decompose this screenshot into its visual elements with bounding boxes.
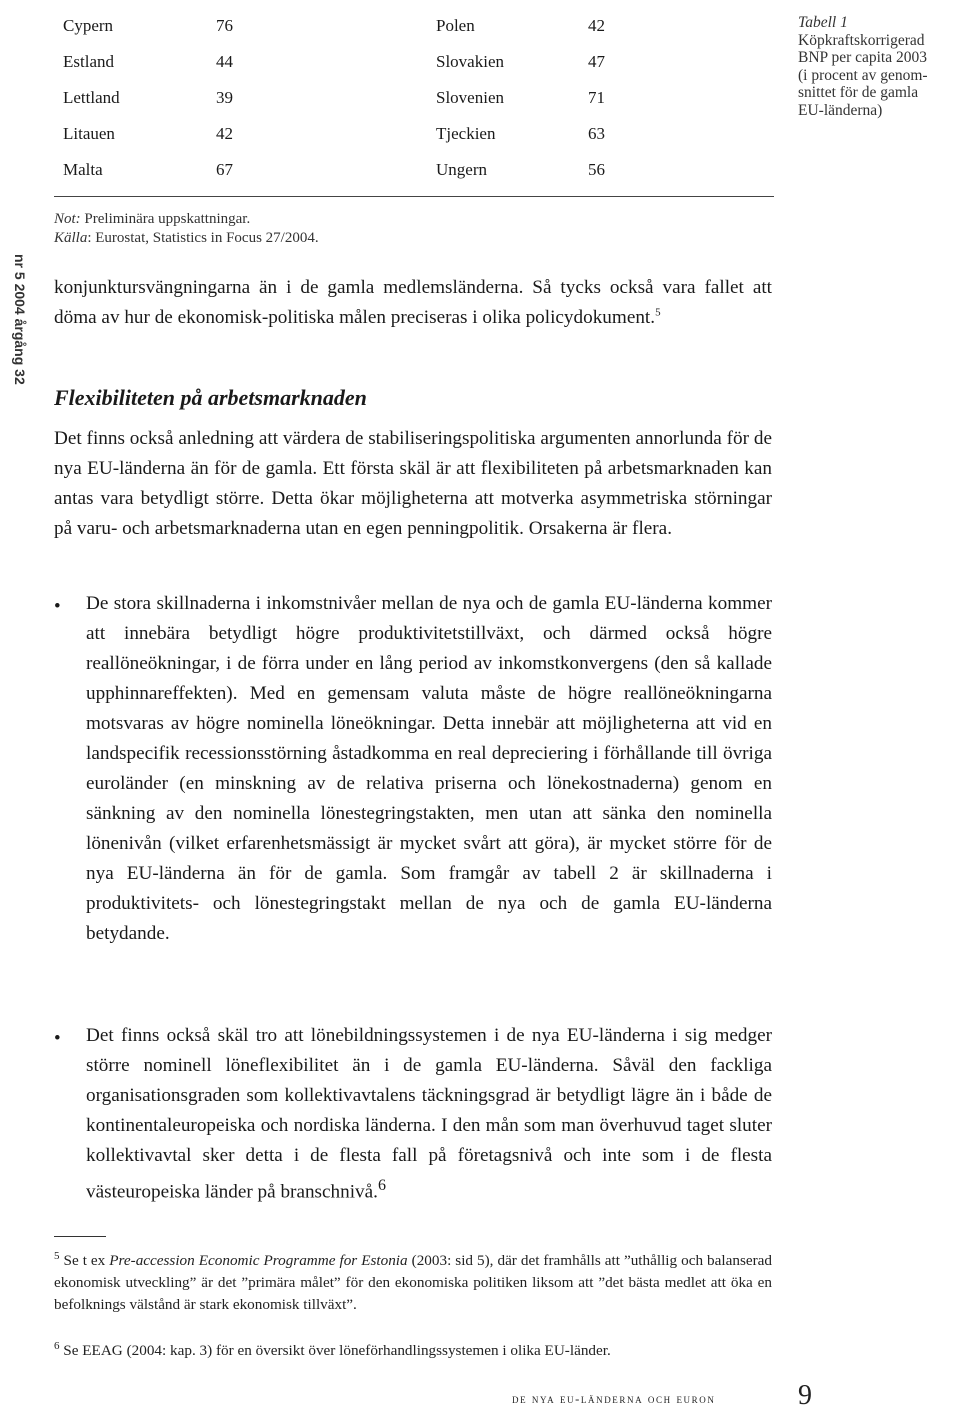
table-country: Litauen <box>63 124 115 143</box>
footnote-6 <box>54 1340 772 1362</box>
source-line <box>54 229 319 248</box>
paragraph-1-text: konjunktursvängningarna än i de gamla medlemsländerna. Så tycks också vara fallet att döma av hur de ekonomisk-politiska målen preciseras i olika policydokument. <box>54 277 772 328</box>
note-line <box>54 210 319 229</box>
footnote-divider <box>54 1236 106 1237</box>
table-value: 63 <box>588 124 605 143</box>
bullet-item-1: De stora skillnaderna i inkomstnivåer mellan de nya och de gamla EU-länderna kommer att innebära betydligt högre produktivitetstillväxt, och därmed också högre reallöneökningar, i de förra under en lång period av inkomstkonvergens (den så kallade upphinnareffekten). Med en gemensam valuta måste de högre reallöneökningarna motsvaras av högre nominella löneökningar. Detta innebär att möjligheterna att vid en landspecifik recessionsstörning åstadkomma en real depreciering i förhållande till övriga euroländer (en minskning av de relativa priserna och lönekostnaderna) genom en sänkning av den nominella lönestegringstakten, men utan att sänka den nominella lönenivån (vilket erfarenhetsmässigt är mycket svårt att göra), är mycket större för de nya EU-länderna än för de gamla. Som framgår av tabell 2 är skillnaderna i produktivitets- och lönestegringstakt mellan de nya och de gamla EU-länderna betydande. <box>86 593 772 944</box>
footnote-ref-5[interactable]: 5 <box>655 306 661 319</box>
table-country: Slovenien <box>436 88 504 107</box>
caption-line: BNP per capita 2003 <box>798 49 927 66</box>
caption-line: (i procent av genom- <box>798 66 928 84</box>
table-country: Ungern <box>436 160 487 179</box>
paragraph-2: Det finns också anledning att värdera de stabiliseringspolitiska argumenten annorlunda för de nya EU-länderna än för de gamla. Ett första skäl är att flexibiliteten på arbetsmarknaden kan antas vara betydligt större. Detta ökar möjligheterna att motverka asymmetriska störningar på varu- och arbetsmarknaderna utan en egen penningpolitik. Orsakerna är flera. <box>54 428 772 539</box>
footnote-number: 6 <box>54 1339 60 1352</box>
table-country: Cypern <box>63 16 114 35</box>
caption-line: snittet för de gamla <box>798 84 919 101</box>
footnote-ref-6[interactable]: 6 <box>377 1177 386 1194</box>
table-value: 67 <box>216 160 233 179</box>
bullet-icon: • <box>54 1028 61 1049</box>
bullet-item-2-text: Det finns också skäl tro att lönebildningssystemen i de nya EU-länderna i sig medger större nominell löneflexibilitet än i de gamla EU-länderna. Såväl den fackliga organisationsgraden som kollektivavtalens täckningsgrad är betydligt lägre än i både de kontinentaleuropeiska och nordiska länderna. I den mån som man överhuvud taget sluter kollektivavtal sker detta i de flesta fall på företagsnivå och inte som i de flesta västeuropeiska länder på branschnivå. <box>86 1025 772 1203</box>
footnote-title: Pre-accession Economic Programme for Estonia <box>109 1252 408 1269</box>
footnote-text: Se EEAG (2004: kap. 3) för en översikt över löneförhandlingssystemen i olika EU-länder. <box>63 1342 611 1359</box>
source-label: Källa <box>54 230 88 246</box>
bullet-item-2 <box>86 1021 772 1207</box>
table-value: 44 <box>216 52 233 71</box>
footnote-number: 5 <box>54 1249 60 1262</box>
running-footer: de nya eu-länderna och euron <box>512 1392 716 1406</box>
table-country: Slovakien <box>436 52 504 71</box>
table-country: Estland <box>63 52 114 71</box>
caption-line: EU-länderna) <box>798 101 883 119</box>
footnote-5 <box>54 1250 772 1316</box>
section-heading: Flexibiliteten på arbetsmarknaden <box>54 385 367 410</box>
source-text: : Eurostat, Statistics in Focus 27/2004. <box>87 230 319 246</box>
table-value: 76 <box>216 16 233 35</box>
note-text: Preliminära uppskattningar. <box>80 211 251 227</box>
table-country: Malta <box>63 160 103 179</box>
note-label: Not: <box>54 211 81 227</box>
table-value: 71 <box>588 88 605 107</box>
table-value: 47 <box>588 52 605 71</box>
page-number: 9 <box>798 1380 812 1411</box>
caption-line: Köpkraftskorrigerad <box>798 31 925 49</box>
table-value: 39 <box>216 88 233 107</box>
table-country: Tjeckien <box>436 124 496 143</box>
table-country: Lettland <box>63 88 120 107</box>
issue-sidebar: nr 5 2004 årgång 32 <box>12 254 28 385</box>
paragraph-1 <box>54 273 772 333</box>
table-value: 42 <box>216 124 233 143</box>
footnote-text: Se t ex <box>63 1252 110 1269</box>
table-notes <box>54 210 319 248</box>
bullet-icon: • <box>54 596 61 617</box>
table-value: 42 <box>588 16 605 35</box>
caption-label: Tabell 1 <box>798 14 848 31</box>
footnote-text: (2003: sid 5), där det framhålls att ”uthållig och balanserad ekonomisk utveckling” är det ”primära målet” för den ekonomiska politiken liksom att ”det bästa medlet att öka en befolknings välstånd är stark ekonomisk tillväxt”. <box>54 1252 772 1313</box>
table-country: Polen <box>436 16 475 35</box>
gdp-table <box>54 0 774 197</box>
table-caption <box>798 14 960 119</box>
table-value: 56 <box>588 160 605 179</box>
